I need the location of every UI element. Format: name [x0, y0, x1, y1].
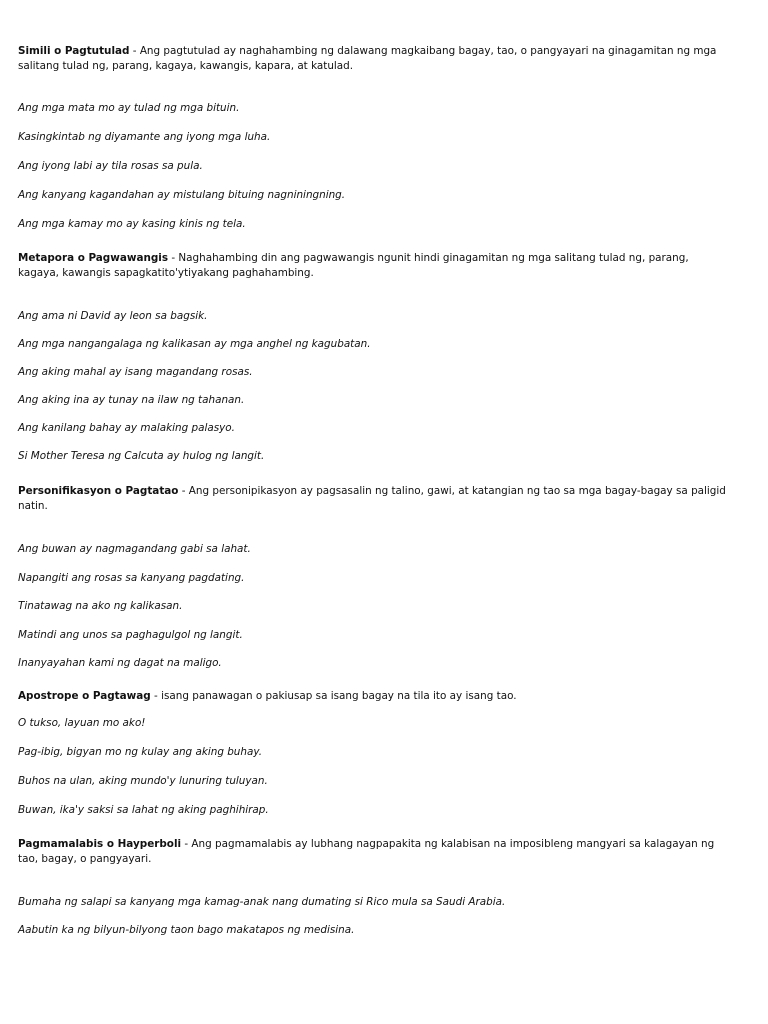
section-term: Pagmamalabis o Hayperboli [18, 838, 182, 850]
example-sentence: Ang buwan ay nagmagandang gabi sa lahat. [18, 543, 251, 555]
example-sentence: Bumaha ng salapi sa kanyang mga kamag-anak nang dumating si Rico mula sa Saudi Arabia. [18, 896, 506, 908]
section-definition [18, 837, 730, 867]
example-sentence: Kasingkintab ng diyamante ang iyong mga luha. [18, 131, 271, 143]
example-sentence: Buhos na ulan, aking mundo'y lunuring tuluyan. [18, 775, 268, 787]
example-sentence: Ang aking mahal ay isang magandang rosas. [18, 366, 253, 378]
section-definition [18, 251, 730, 281]
example-sentence: Ang iyong labi ay tila rosas sa pula. [18, 160, 203, 172]
example-sentence: Inanyayahan kami ng dagat na maligo. [18, 657, 222, 669]
section-simili [18, 44, 730, 232]
example-sentence: Ang mga kamay mo ay kasing kinis ng tela. [18, 218, 246, 230]
example-sentence: O tukso, layuan mo ako! [18, 717, 146, 729]
example-list [18, 716, 730, 818]
section-definition [18, 484, 730, 514]
section-term: Personifikasyon o Pagtatao [18, 485, 179, 497]
section-metapora [18, 251, 730, 464]
section-hayperboli [18, 837, 730, 938]
section-term: Simili o Pagtutulad [18, 45, 130, 57]
example-sentence: Napangiti ang rosas sa kanyang pagdating. [18, 571, 245, 584]
definition-text: - Ang pagtutulad ay naghahambing ng dalawang magkaibang bagay, tao, o pangyayari na ginagamitan ng mga salitang tulad ng, parang, kagaya, kawangis, kapara, at katulad. [18, 45, 717, 72]
example-sentence: Ang mga mata mo ay tulad ng mga bituin. [18, 102, 240, 114]
example-sentence: Tinatawag na ako ng kalikasan. [18, 600, 183, 612]
example-sentence: Matindi ang unos sa paghagulgol ng langit. [18, 628, 243, 641]
example-sentence: Ang kanilang bahay ay malaking palasyo. [18, 422, 235, 434]
section-term: Metapora o Pagwawangis [18, 252, 169, 264]
example-list [18, 542, 730, 671]
example-sentence: Ang mga nangangalaga ng kalikasan ay mga anghel ng kagubatan. [18, 338, 371, 350]
example-list [18, 101, 730, 232]
example-sentence: Aabutin ka ng bilyun-bilyong taon bago makatapos ng medisina. [18, 924, 355, 936]
section-definition [18, 44, 730, 74]
example-sentence: Ang aking ina ay tunay na ilaw ng tahanan. [18, 394, 245, 406]
example-sentence: Pag-ibig, bigyan mo ng kulay ang aking buhay. [18, 746, 262, 758]
definition-text: - Ang pagmamalabis ay lubhang nagpapakita ng kalabisan na imposibleng mangyari sa kalagayan ng tao, bagay, o pangyayari. [18, 838, 715, 865]
example-sentence: Ang kanyang kagandahan ay mistulang bituing nagniningning. [18, 189, 346, 201]
definition-text: - Naghahambing din ang pagwawangis ngunit hindi ginagamitan ng mga salitang tulad ng, parang, kagaya, kawangis sapagkatito'ytiyakang paghahambing. [18, 252, 689, 279]
section-personifikasyon [18, 484, 730, 671]
example-list [18, 895, 730, 938]
section-definition [18, 689, 730, 704]
definition-text: - isang panawagan o pakiusap sa isang bagay na tila ito ay isang tao. [150, 690, 517, 702]
example-sentence: Buwan, ika'y saksi sa lahat ng aking paghihirap. [18, 804, 269, 816]
document-body [18, 44, 730, 951]
example-list [18, 309, 730, 464]
section-term: Apostrope o Pagtawag [18, 690, 151, 702]
definition-text: - Ang personipikasyon ay pagsasalin ng talino, gawi, at katangian ng tao sa mga bagay-bagay sa paligid natin. [18, 485, 726, 512]
section-apostrope [18, 689, 730, 818]
example-sentence: Si Mother Teresa ng Calcuta ay hulog ng langit. [18, 450, 265, 462]
example-sentence: Ang ama ni David ay leon sa bagsik. [18, 310, 208, 322]
